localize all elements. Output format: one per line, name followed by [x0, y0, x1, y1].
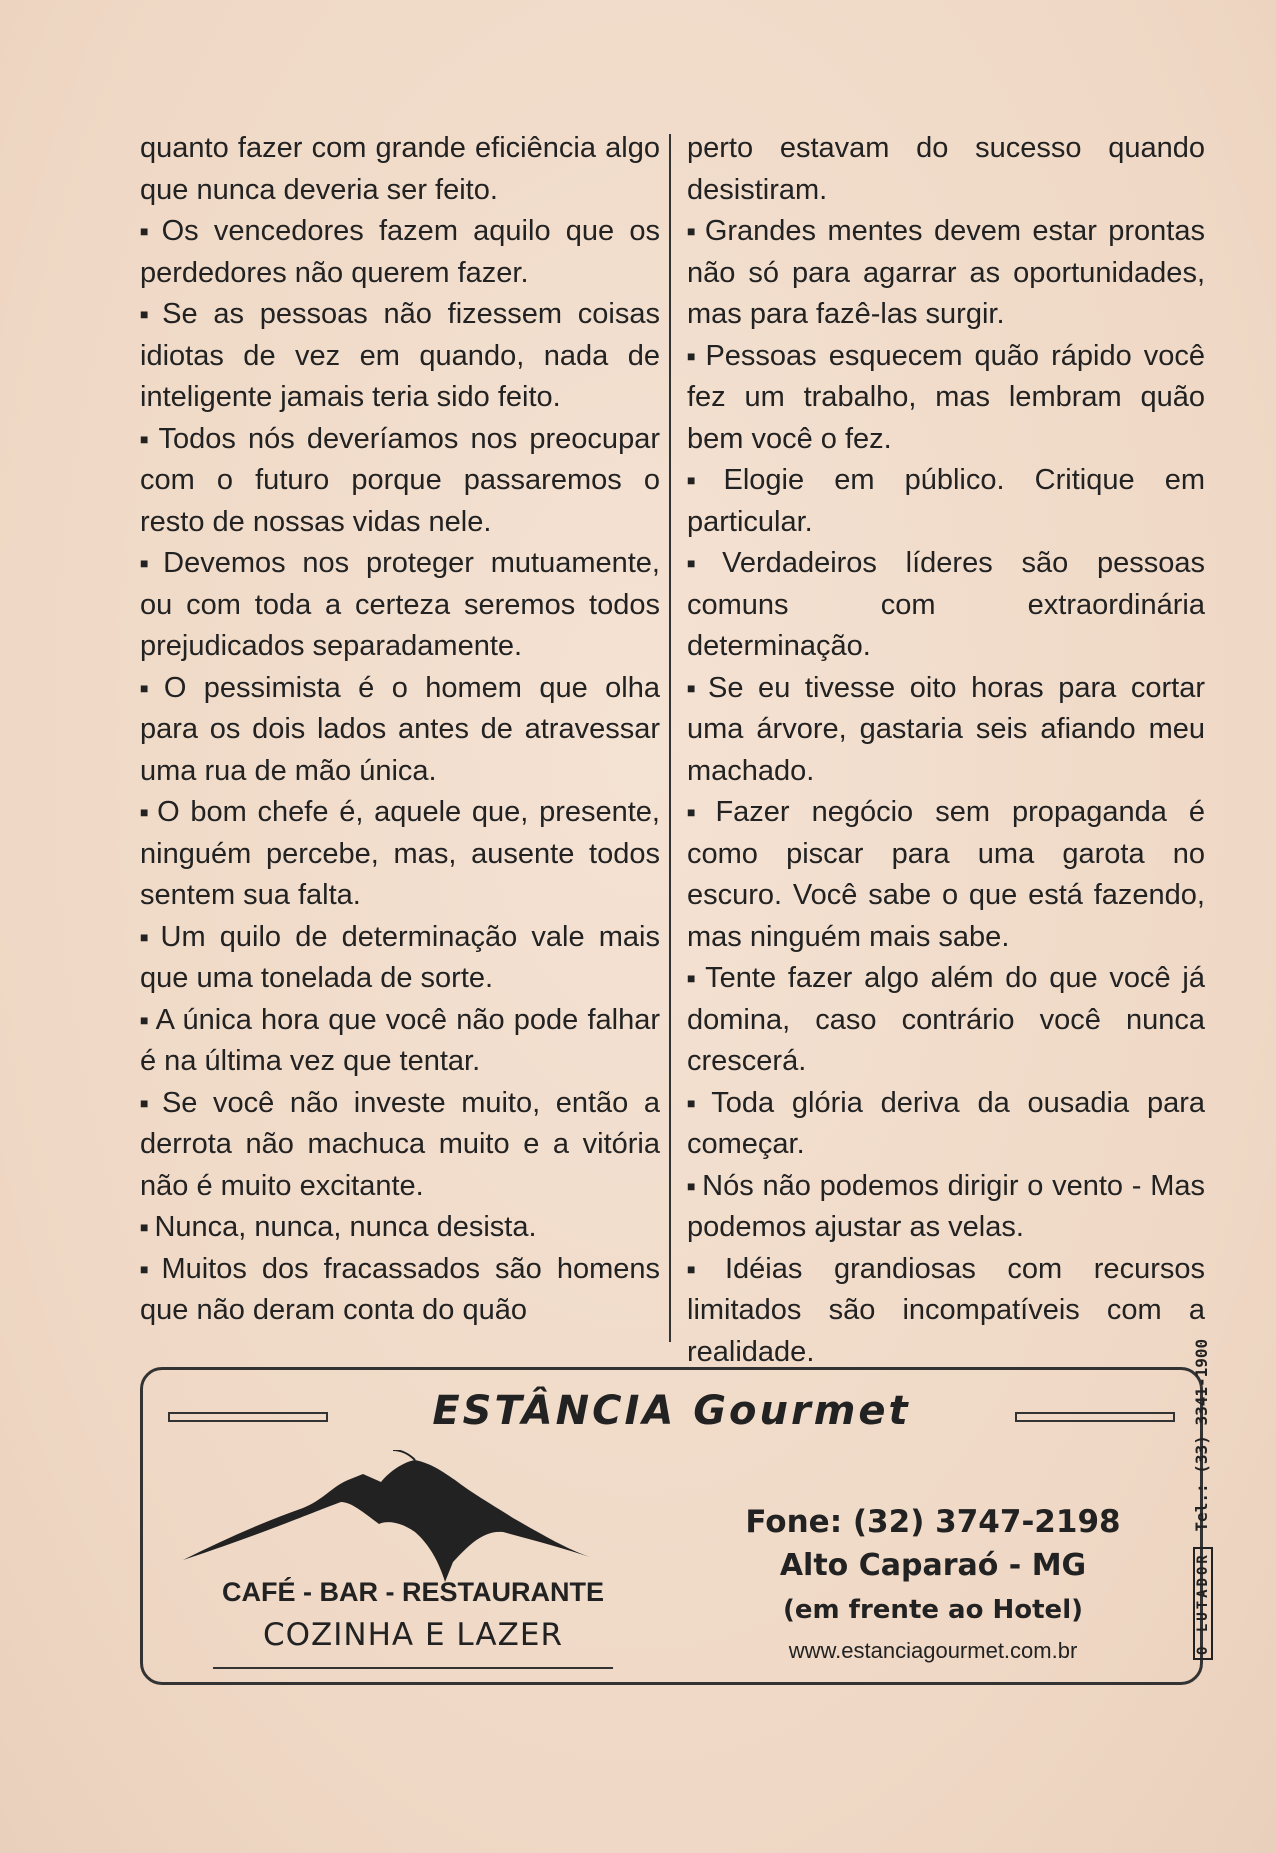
quote-paragraph: [687, 543, 1205, 668]
ad-phone: Fone: (32) 3747-2198: [745, 1504, 1121, 1540]
quote-text: quanto fazer com grande eficiência algo que nunca deveria ser feito.: [140, 132, 660, 206]
quote-text: Toda glória deriva da ousadia para começar.: [687, 1086, 1205, 1160]
quote-text: Devemos nos proteger mutuamente, ou com toda a certeza seremos todos prejudicados separadamente.: [140, 547, 660, 662]
quote-text: Um quilo de determinação vale mais que uma tonelada de sorte.: [140, 920, 660, 994]
quote-text: Verdadeiros líderes são pessoas comuns com extraordinária determinação.: [687, 547, 1205, 662]
quote-paragraph: [140, 1249, 660, 1332]
quote-paragraph: [140, 1207, 660, 1249]
quote-paragraph: [140, 294, 660, 419]
quote-paragraph: [140, 419, 660, 544]
quote-paragraph: [687, 1249, 1205, 1374]
quote-text: Se as pessoas não fizessem coisas idiotas de vez em quando, nada de inteligente jamais teria sido feito.: [140, 298, 660, 413]
quote-paragraph: [687, 1166, 1205, 1249]
square-bullet-icon: ■: [687, 1260, 719, 1277]
quote-text: Todos nós deveríamos nos preocupar com o futuro porque passaremos o resto de nossas vidas nele.: [140, 422, 660, 538]
quote-text: Pessoas esquecem quão rápido você fez um trabalho, mas lembram quão bem você o fez.: [687, 339, 1205, 455]
column-divider: [669, 134, 671, 1342]
title-ornament-right: [1015, 1412, 1175, 1422]
square-bullet-icon: ■: [140, 1219, 149, 1235]
side-credit: [1192, 1320, 1232, 1680]
ad-title: ESTÂNCIA Gourmet: [432, 1388, 911, 1434]
quote-text: Idéias grandiosas com recursos limitados são incompatíveis com a realidade.: [687, 1252, 1205, 1368]
square-bullet-icon: ■: [687, 347, 700, 364]
quote-text: Elogie em público. Critique em particular.: [687, 464, 1205, 538]
square-bullet-icon: ■: [140, 223, 156, 239]
quote-text: O bom chefe é, aquele que, presente, ninguém percebe, mas, ausente todos sentem sua falta.: [140, 796, 660, 911]
quote-paragraph: [140, 1000, 660, 1083]
quote-paragraph: [687, 958, 1205, 1083]
quote-paragraph: [687, 336, 1205, 461]
ad-website-link[interactable]: www.estanciagourmet.com.br: [788, 1638, 1078, 1663]
quote-text: Muitos dos fracassados são homens que não deram conta do quão: [140, 1252, 660, 1326]
quote-text: perto estavam do sucesso quando desistiram.: [687, 132, 1205, 206]
tagline-underline: [213, 1667, 613, 1669]
quote-paragraph: [687, 668, 1205, 793]
ad-location-note: (em frente ao Hotel): [783, 1595, 1083, 1625]
ad-services: CAFÉ - BAR - RESTAURANTE: [222, 1577, 604, 1607]
quote-paragraph: [687, 128, 1205, 211]
quote-paragraph: [140, 211, 660, 294]
quote-paragraph: [140, 792, 660, 917]
square-bullet-icon: ■: [687, 1094, 706, 1111]
quote-text: Nós não podemos dirigir o vento - Mas podemos ajustar as velas.: [687, 1169, 1205, 1243]
ad-city: Alto Caparaó - MG: [779, 1548, 1087, 1583]
quote-paragraph: [687, 211, 1205, 336]
ad-contact-block: [683, 1500, 1183, 1670]
publisher-phone: Tel.: (33) 3341-1900: [1192, 1338, 1211, 1532]
quote-text: Se você não investe muito, então a derrota não machuca muito e a vitória não é muito excitante.: [140, 1086, 660, 1202]
quote-paragraph: [140, 1083, 660, 1208]
square-bullet-icon: ■: [687, 555, 717, 571]
square-bullet-icon: ■: [140, 804, 152, 820]
quote-paragraph: [687, 460, 1205, 543]
side-credit-text: [1192, 1340, 1232, 1660]
left-text-column: [140, 128, 660, 1332]
quote-paragraph: [687, 792, 1205, 958]
square-bullet-icon: ■: [140, 555, 158, 571]
square-bullet-icon: ■: [687, 679, 702, 696]
quote-text: O pessimista é o homem que olha para os dois lados antes de atravessar uma rua de mão única.: [140, 671, 660, 787]
advertisement-box: [140, 1367, 1203, 1685]
square-bullet-icon: ■: [140, 1260, 156, 1277]
publisher-logo: O LUTADOR: [1193, 1547, 1213, 1660]
quote-text: Fazer negócio sem propaganda é como piscar para uma garota no escuro. Você sabe o que está fazendo, mas ninguém mais sabe.: [687, 796, 1205, 953]
quote-paragraph: [140, 917, 660, 1000]
quote-paragraph: [140, 543, 660, 668]
quote-text: Se eu tivesse oito horas para cortar uma árvore, gastaria seis afiando meu machado.: [687, 671, 1205, 787]
square-bullet-icon: ■: [687, 1177, 697, 1194]
ad-tagline: COZINHA E LAZER: [263, 1617, 563, 1653]
square-bullet-icon: ■: [687, 970, 700, 986]
quote-text: A única hora que você não pode falhar é na última vez que tentar.: [140, 1003, 660, 1077]
square-bullet-icon: ■: [140, 306, 157, 322]
square-bullet-icon: ■: [140, 928, 155, 945]
square-bullet-icon: ■: [140, 1094, 156, 1111]
square-bullet-icon: ■: [687, 472, 718, 488]
square-bullet-icon: ■: [687, 223, 699, 239]
quote-text: Os vencedores fazem aquilo que os perdedores não querem fazer.: [140, 215, 660, 289]
quote-paragraph: [140, 128, 660, 211]
quote-text: Tente fazer algo além do que você já domina, caso contrário você nunca crescerá.: [687, 962, 1205, 1077]
quote-text: Nunca, nunca, nunca desista.: [154, 1211, 537, 1243]
square-bullet-icon: ■: [140, 430, 153, 447]
quote-paragraph: [140, 668, 660, 793]
quote-paragraph: [687, 1083, 1205, 1166]
quote-text: Grandes mentes devem estar prontas não só para agarrar as oportunidades, mas para fazê-las surgir.: [687, 215, 1205, 330]
square-bullet-icon: ■: [140, 679, 158, 696]
right-text-column: [687, 128, 1205, 1373]
square-bullet-icon: ■: [687, 804, 710, 820]
square-bullet-icon: ■: [140, 1011, 150, 1028]
